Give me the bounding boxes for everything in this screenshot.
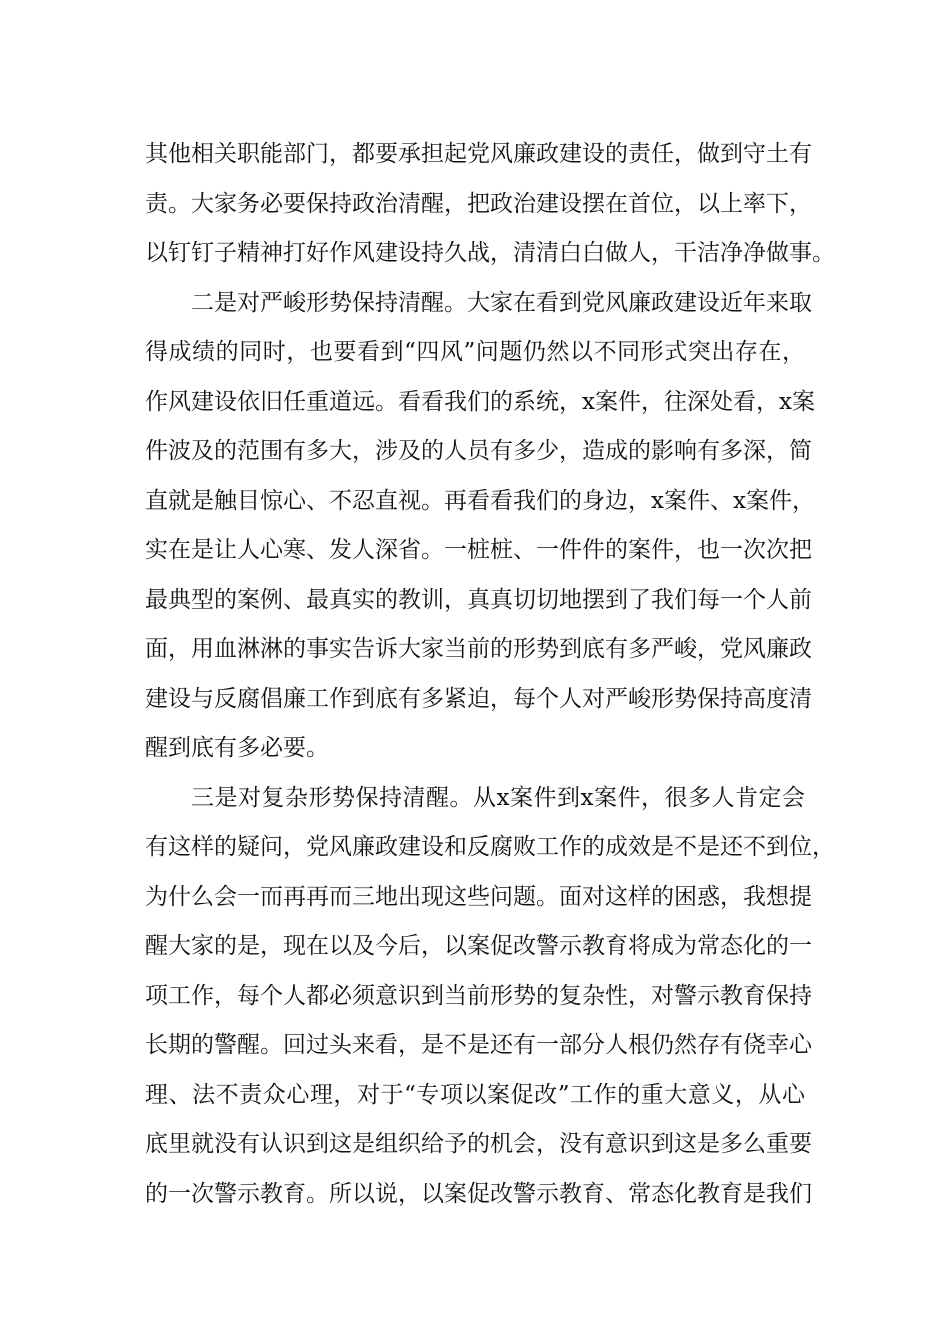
- text-line: 醒到底有多必要。: [145, 735, 329, 761]
- paragraph-1: [145, 130, 835, 279]
- text-line: 的一次警示教育。所以说，以案促改警示教育、常态化教育是我们: [145, 1180, 812, 1207]
- text-line: 醒大家的是，现在以及今后，以案促改警示教育将成为常态化的一: [145, 933, 812, 959]
- text-line: 三是对复杂形势保持清醒。从x案件到x案件，很多人肯定会: [191, 784, 805, 811]
- text-line: 责。大家务必要保持政治清醒，把政治建设摆在首位，以上率下，: [145, 190, 812, 217]
- text-line: 底里就没有认识到这是组织给予的机会，没有意识到这是多么重要: [145, 1131, 812, 1157]
- text-line: 实在是让人心寒、发人深省。一桩桩、一件件的案件，也一次次把: [145, 537, 812, 563]
- text-line: 最典型的案例、最真实的教训，真真切切地摆到了我们每一个人前: [145, 586, 812, 613]
- text-line: 长期的警醒。回过头来看，是不是还有一部分人根仍然存有侥幸心: [145, 1032, 812, 1058]
- text-line: 为什么会一而再再而三地出现这些问题。面对这样的困惑，我想提: [145, 883, 812, 910]
- text-line: 其他相关职能部门，都要承担起党风廉政建设的责任，做到守土有: [145, 141, 812, 167]
- text-line: 二是对严峻形势保持清醒。大家在看到党风廉政建设近年来取: [191, 289, 812, 316]
- text-line: 理、法不责众心理，对于“专项以案促改”工作的重大意义，从心: [145, 1081, 805, 1108]
- text-line: 件波及的范围有多大，涉及的人员有多少，造成的影响有多深，简: [145, 438, 812, 464]
- text-line: 以钉钉子精神打好作风建设持久战，清清白白做人，干洁净净做事。: [145, 240, 835, 266]
- document-body: [145, 130, 835, 1219]
- paragraph-2: [145, 279, 815, 774]
- text-line: 作风建设依旧任重道远。看看我们的系统，x案件，往深处看，x案: [145, 388, 815, 415]
- text-line: 直就是触目惊心、不忍直视。再看看我们的身边，x案件、x案件，: [145, 487, 815, 514]
- text-line: 有这样的疑问，党风廉政建设和反腐败工作的成效是不是还不到位，: [145, 834, 835, 860]
- text-line: 建设与反腐倡廉工作到底有多紧迫，每个人对严峻形势保持高度清: [145, 685, 812, 712]
- text-line: 面，用血淋淋的事实告诉大家当前的形势到底有多严峻，党风廉政: [145, 636, 812, 662]
- text-line: 项工作，每个人都必须意识到当前形势的复杂性，对警示教育保持: [145, 982, 812, 1009]
- text-line: 得成绩的同时，也要看到“四风”问题仍然以不同形式突出存在，: [145, 339, 805, 365]
- paragraph-3: [145, 774, 835, 1220]
